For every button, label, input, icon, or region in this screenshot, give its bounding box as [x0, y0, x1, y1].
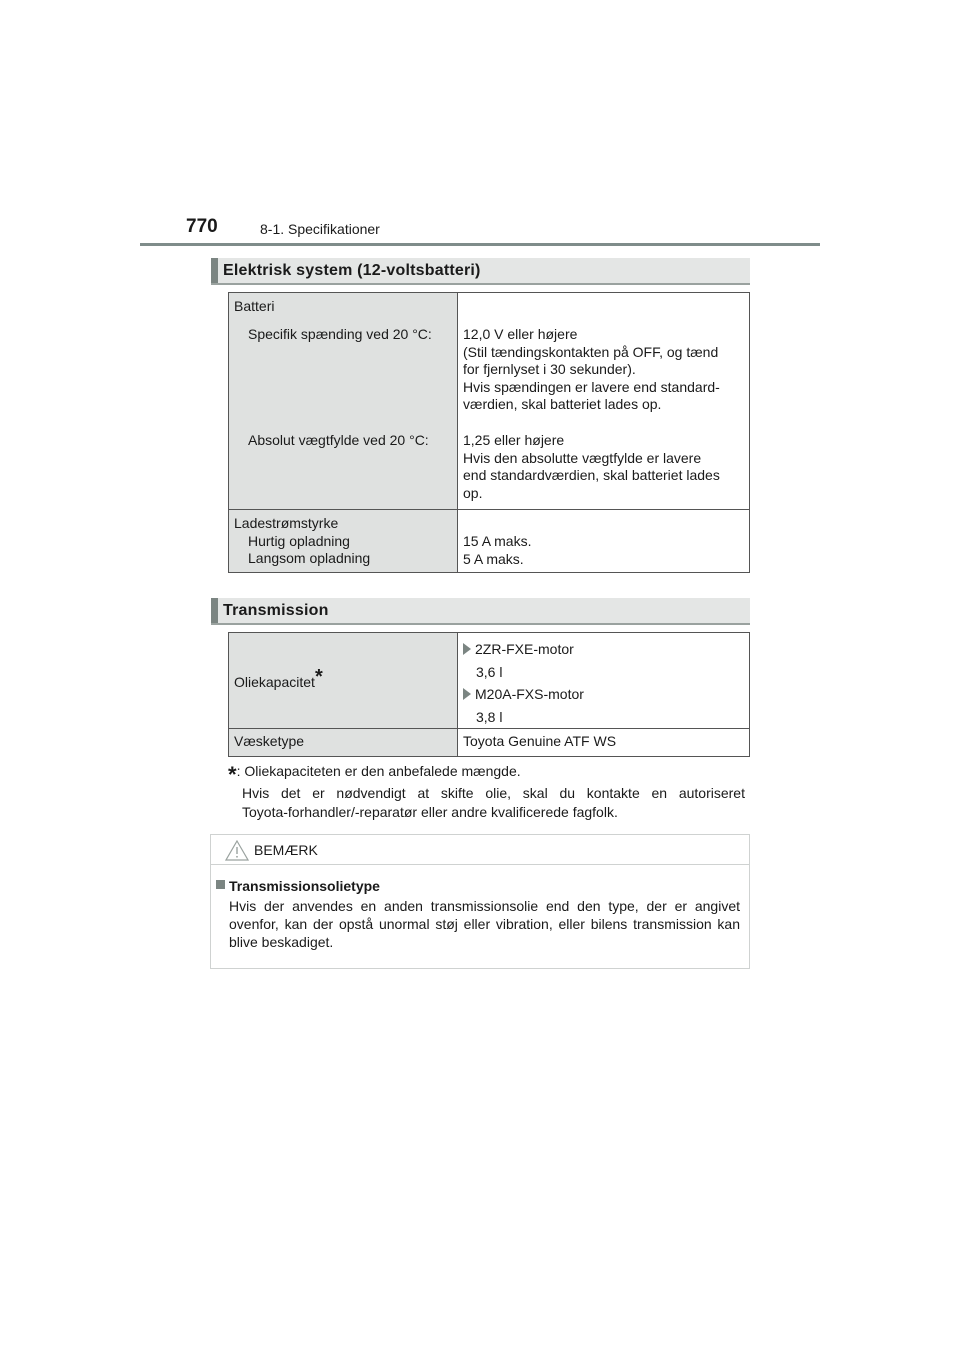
voltage-label: Specifik spænding ved 20 °C:	[248, 325, 432, 342]
charging-label: Ladestrømstyrke	[234, 515, 339, 531]
engine-item	[463, 638, 749, 661]
notice-title: Transmissionsolietype	[229, 878, 380, 894]
table-row-charging	[229, 510, 750, 573]
page-number: 770	[186, 216, 218, 237]
oil-capacity-value-cell	[458, 633, 750, 729]
gravity-values	[463, 432, 741, 502]
table-row-fluid-type	[229, 729, 750, 757]
engine-name: M20A-FXS-motor	[475, 686, 584, 702]
engine-name: 2ZR-FXE-motor	[475, 641, 574, 657]
gravity-line: op.	[463, 484, 483, 501]
engine-capacity: 3,6 l	[476, 663, 503, 680]
square-bullet-icon	[216, 880, 225, 889]
battery-value-cell	[458, 293, 750, 510]
footnote-star: *	[228, 762, 237, 787]
slow-charge-value: 5 A maks.	[463, 550, 524, 567]
footnote-mark: *	[314, 666, 323, 689]
warning-triangle-icon	[225, 840, 249, 861]
transmission-table	[228, 632, 750, 757]
section-reference: 8-1. Specifikationer	[260, 221, 380, 237]
gravity-line: end standardværdien, skal batteriet lades	[463, 467, 720, 484]
heading-bar	[211, 258, 218, 283]
footnote-text: Hvis det er nødvendigt at skifte olie, skal du kontakte en autoriseret	[242, 785, 745, 801]
voltage-line: Hvis spændingen er lavere end standard-	[463, 378, 720, 395]
notice-header	[211, 835, 749, 865]
voltage-values	[463, 326, 741, 414]
battery-label: Batteri	[234, 298, 275, 314]
engine-item	[463, 683, 749, 706]
notice-label: BEMÆRK	[254, 842, 318, 858]
battery-label-cell	[229, 293, 458, 510]
fluid-type-label: Væsketype	[234, 733, 305, 749]
footnote-first-line	[228, 762, 521, 787]
table-row-battery	[229, 293, 750, 510]
notice-box	[210, 834, 750, 969]
fast-charge-value: 15 A maks.	[463, 533, 532, 549]
footnote-text: Toyota-forhandler/-reparatør eller andre kvalificerede fagfolk.	[242, 804, 618, 820]
electrical-table	[228, 292, 750, 573]
section-heading-text: Transmission	[223, 602, 329, 619]
gravity-label: Absolut vægtfylde ved 20 °C:	[248, 432, 429, 449]
header-rule	[140, 243, 820, 246]
engine-capacity: 3,8 l	[476, 708, 503, 725]
charging-value-cell	[458, 510, 750, 573]
slow-charge-label: Langsom opladning	[248, 550, 371, 567]
triangle-bullet-icon	[463, 643, 471, 655]
fast-charge-label: Hurtig opladning	[248, 532, 350, 549]
gravity-line: Hvis den absolutte vægtfylde er lavere	[463, 449, 702, 466]
voltage-line: for fjernlyset i 30 sekunder).	[463, 361, 636, 378]
footnote-text: : Oliekapaciteten er den anbefalede mængde.	[236, 763, 521, 779]
heading-bar	[211, 598, 218, 623]
fluid-type-value: Toyota Genuine ATF WS	[463, 733, 617, 749]
oil-capacity-label: Oliekapacitet	[234, 674, 315, 691]
fluid-type-value-cell	[458, 729, 750, 757]
section-heading-transmission	[211, 598, 750, 625]
voltage-line: (Stil tændingskontakten på OFF, og tænd	[463, 343, 719, 360]
section-heading-electrical	[211, 258, 750, 285]
fluid-type-label-cell	[229, 729, 458, 757]
voltage-line: 12,0 V eller højere	[463, 326, 578, 342]
charging-label-cell	[229, 510, 458, 573]
section-heading-text: Elektrisk system (12-voltsbatteri)	[223, 262, 481, 279]
triangle-bullet-icon	[463, 688, 471, 700]
oil-capacity-label-cell	[229, 633, 458, 729]
gravity-line: 1,25 eller højere	[463, 431, 565, 448]
table-row-oil-capacity	[229, 633, 750, 729]
voltage-line: værdien, skal batteriet lades op.	[463, 396, 662, 413]
notice-body: Hvis der anvendes en anden transmissionsolie end den type, der er angivet ovenfor, kan der opstå unormal støj eller vibration, eller bilens transmission kan blive beskadiget.	[229, 898, 740, 950]
